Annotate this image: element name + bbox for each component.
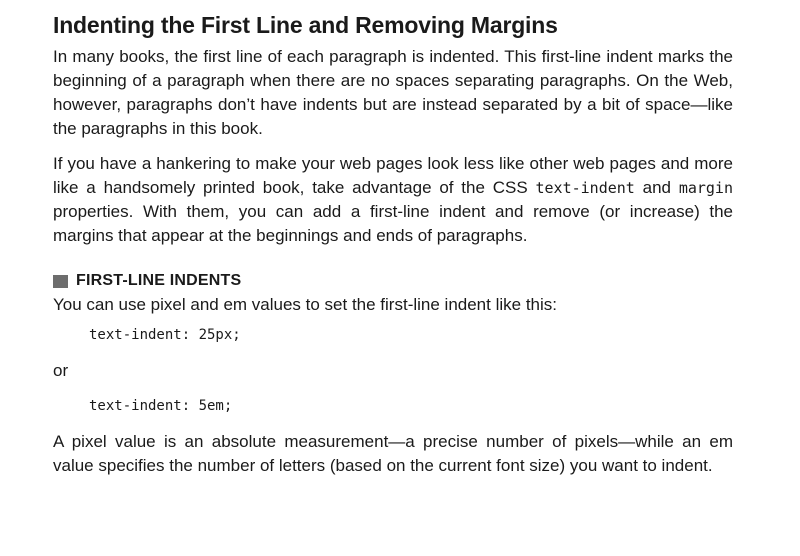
inline-code-text-indent: text-indent (535, 179, 635, 197)
pixel-em-paragraph: A pixel value is an absolute measurement—a precise number of pixels—while an em value specifies the number of letters (based on the current font size) you want to indent. (53, 432, 733, 475)
paragraph-text: properties. With them, you can add a first-line indent and remove (or increase) the margins that appear at the beginnings and ends of paragraphs. (53, 202, 733, 245)
page-title: Indenting the First Line and Removing Margins (53, 12, 558, 38)
section-heading-text: FIRST-LINE INDENTS (76, 272, 242, 289)
paragraph-text: If you have a hankering to make your web pages look less like other web pages and more like a handsomely printed book, take advantage of the CSS (53, 154, 733, 197)
paragraph-text: and (634, 178, 679, 197)
page-content (53, 10, 733, 489)
code-example-px: text-indent: 25px; (89, 327, 241, 343)
section-heading (53, 270, 733, 292)
square-bullet-icon (53, 275, 68, 288)
code-example-em: text-indent: 5em; (89, 398, 233, 414)
css-properties-paragraph (53, 152, 733, 248)
inline-code-margin: margin (678, 179, 733, 197)
or-text: or (53, 361, 69, 380)
section-intro: You can use pixel and em values to set the first-line indent like this: (53, 295, 557, 314)
intro-paragraph: In many books, the first line of each paragraph is indented. This first-line indent marks the beginning of a paragraph when there are no spaces separating paragraphs. On the Web, however, paragraphs don’t have indents but are instead separated by a bit of space—like the paragraphs in this book. (53, 47, 733, 138)
